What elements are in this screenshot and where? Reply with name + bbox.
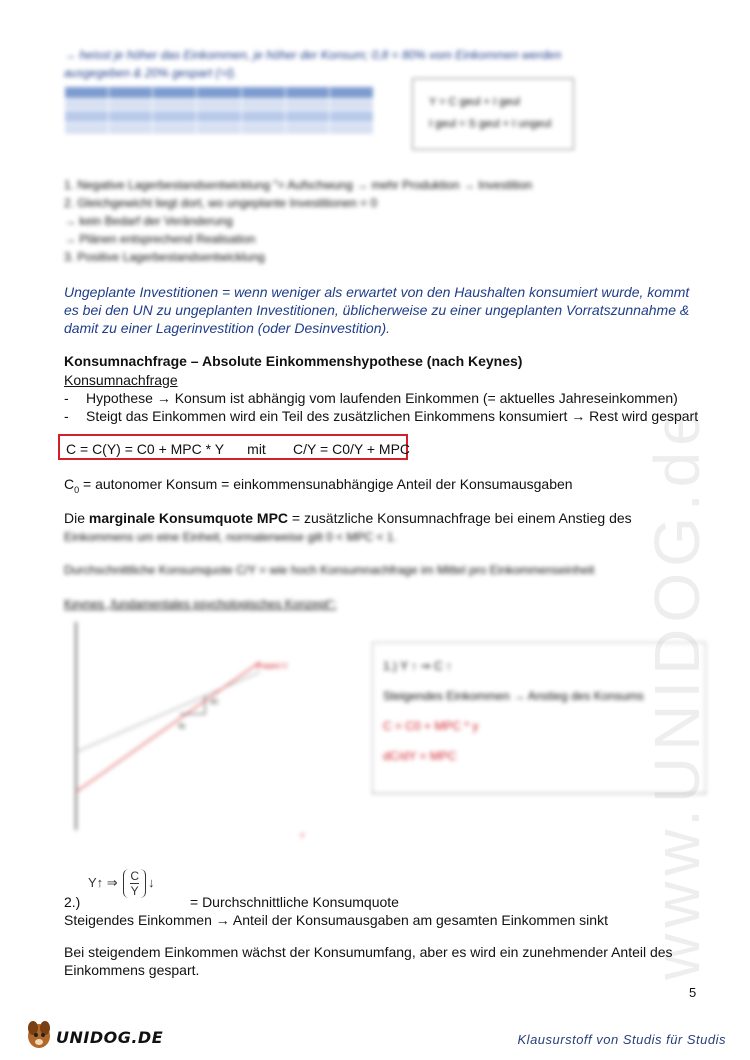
- mpc-prefix: Die: [64, 510, 89, 526]
- part2-formula-right: = Durchschnittliche Konsumquote: [190, 894, 399, 910]
- average-propensity-line: Durchschnittliche Konsumquote C/Y = wie hoch Konsumnachfrage im Mittel pro Einkommenseinheit: [64, 563, 595, 577]
- consumption-graph: [60, 612, 360, 842]
- keynes-title: Keynes „fundamentales psychologisches Konzept“:: [64, 597, 337, 611]
- graph-box-line-3: C = C0 + MPC * y: [383, 719, 479, 733]
- c0-definition: [64, 475, 573, 499]
- top-list-item: 3. Positive Lagerbestandsentwicklung: [64, 250, 265, 264]
- mpc-definition: [64, 509, 632, 527]
- footer-logo: [24, 1018, 164, 1052]
- formula-box-line-2: I geul = S geul + I ungeul: [429, 118, 552, 130]
- graph-box-line-2: Steigendes Einkommen → Anstieg des Konsums: [383, 689, 644, 703]
- part2-number: 2.): [64, 894, 81, 910]
- fraction-bottom: Y: [130, 884, 139, 898]
- graph-dy-label: dy: [178, 723, 186, 730]
- graph-curve-label: (Kappe) C: [256, 663, 288, 670]
- c0-symbol: C: [64, 476, 75, 492]
- fraction-c-over-y: [123, 869, 146, 898]
- graph-box-line-4: dC/dY = MPC: [383, 749, 457, 763]
- section-heading: Konsumnachfrage – Absolute Einkommenshypothese (nach Keynes): [64, 353, 523, 369]
- mpc-rest: = zusätzliche Konsumnachfrage bei einem Anstieg des: [288, 510, 632, 526]
- bullet-2: - Steigt das Einkommen wird ein Teil des zusätzlichen Einkommens konsumiert → Rest wird gespart: [64, 408, 699, 424]
- top-list-item: 1. Negative Lagerbestandsentwicklung "= Aufschwung → mehr Produktion → Investition: [64, 178, 533, 192]
- part2-formula-left: Y↑ ⇒: [88, 874, 118, 890]
- logo-text: UNIDOG.DE: [56, 1028, 164, 1047]
- intro-line-1: → heisst je höher das Einkommen, je höher der Konsum; 0,8 = 80% vom Einkommen werden: [64, 48, 562, 62]
- data-table: [64, 86, 374, 156]
- graph-box-line-1: 1.) Y ↑ ⇒ C ↑: [383, 659, 452, 673]
- watermark: www.UNIDOG.de: [641, 404, 713, 980]
- top-list-item: → Plänen entsprechend Realisation: [64, 232, 256, 246]
- graph-guide-line: [76, 672, 260, 752]
- mpc-term: marginale Konsumquote MPC: [88, 510, 289, 526]
- formula-box-line-1: Y = C geul + I geul: [429, 96, 520, 108]
- intro-line-2: ausgegeben & 20% gespart (=I).: [64, 66, 238, 80]
- graph-explanation-box: [372, 642, 706, 794]
- bullet-1-text: Hypothese → Konsum ist abhängig vom laufenden Einkommen (= aktuelles Jahreseinkommen): [86, 390, 678, 406]
- bullet-1: - Hypothese → Konsum ist abhängig vom laufenden Einkommen (= aktuelles Jahreseinkommen): [64, 390, 678, 406]
- page-number: 5: [689, 985, 697, 1000]
- top-list-item: 2. Gleichgewicht liegt dort, wo ungeplante Investitionen = 0: [64, 196, 378, 210]
- footer-tagline: Klausurstoff von Studis für Studis: [517, 1032, 726, 1047]
- graph-axis-label: Y: [300, 833, 305, 840]
- dog-mascot-icon: [24, 1018, 54, 1050]
- c0-text: = autonomer Konsum = einkommensunabhängige Anteil der Konsumausgaben: [79, 476, 573, 492]
- section-subheading: Konsumnachfrage: [64, 372, 178, 388]
- top-list: [64, 176, 664, 266]
- graph-consumption-line: [76, 662, 260, 792]
- part2-formula: [88, 869, 154, 898]
- consumption-formula-box: C = C(Y) = C0 + MPC * Y mit C/Y = C0/Y + MPC: [58, 434, 408, 460]
- c0-subscript: 0: [74, 484, 80, 495]
- mpc-line-2: Einkommens um eine Einheit, normalerweise gilt 0 < MPC < 1.: [64, 530, 397, 544]
- part2-arrow: ↓: [147, 874, 155, 890]
- part2-paragraph: Bei steigendem Einkommen wächst der Konsumumfang, aber es wird ein zunehmender Anteil des Einkommens gespart.: [64, 944, 673, 978]
- top-list-item: → kein Bedarf der Veränderung: [64, 214, 233, 228]
- fraction-top: C: [130, 869, 139, 883]
- bullet-2-text: Steigt das Einkommen wird ein Teil des zusätzlichen Einkommens konsumiert → Rest wird gespart: [86, 408, 699, 424]
- intro-text: [64, 46, 664, 82]
- graph-dc-label: dC: [210, 699, 219, 706]
- formula-box-top: [412, 78, 574, 150]
- note-unplanned-investment: Ungeplante Investitionen = wenn weniger als erwartet von den Haushalten konsumiert wurde, kommt es bei den UN zu ungeplanten Investitionen, üblicherweise zu einer ungeplanten Vorratszunnahme & damit zu einer Lagerinvestition (oder Desinvestition).: [64, 284, 690, 336]
- part2-line-2: Steigendes Einkommen → Anteil der Konsumausgaben am gesamten Einkommen sinkt: [64, 912, 608, 928]
